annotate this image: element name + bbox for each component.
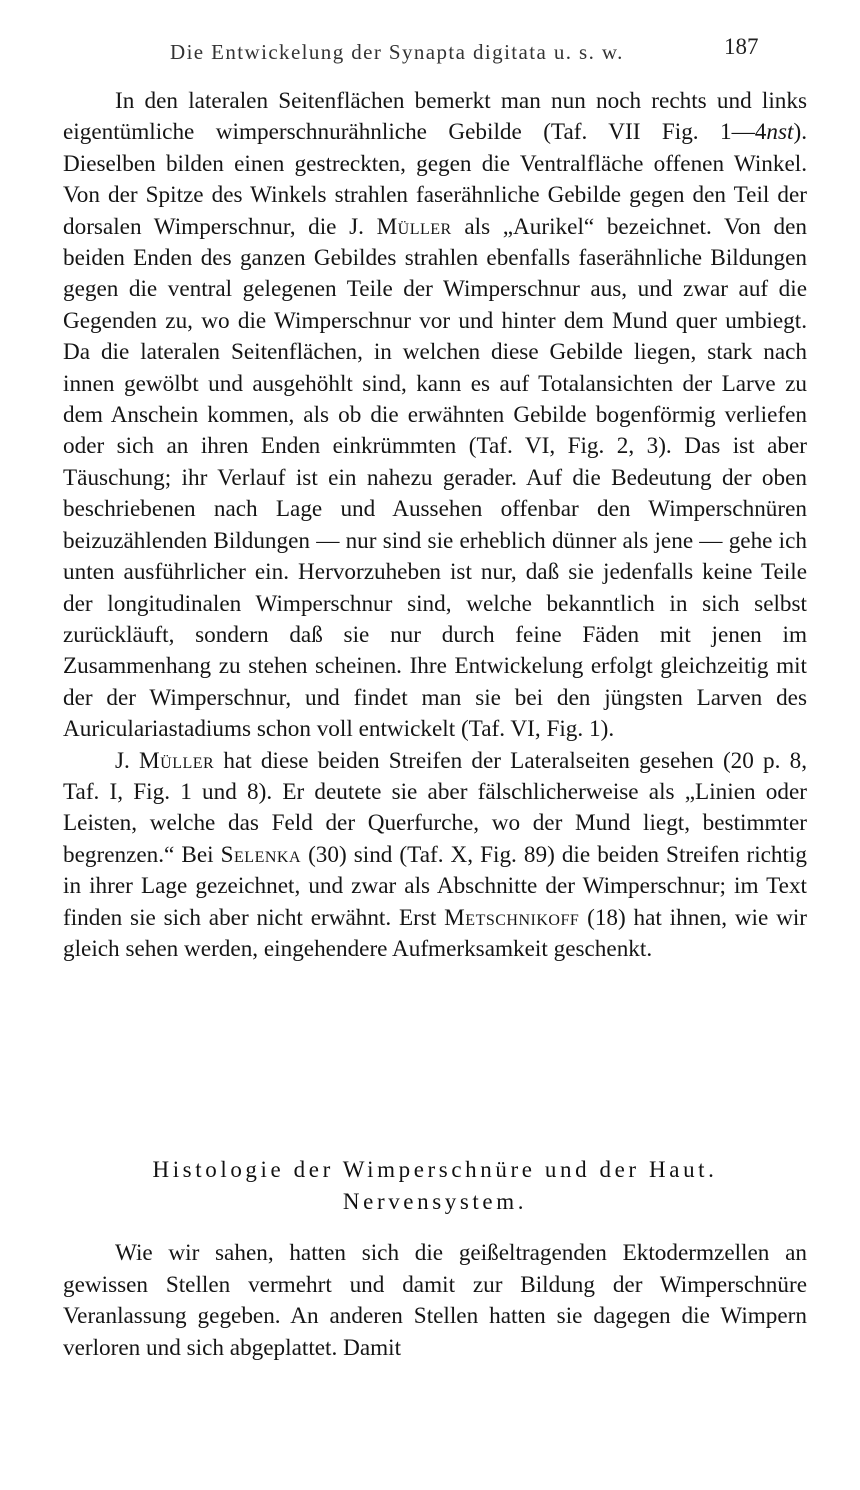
paragraph-1 <box>63 86 807 746</box>
figure-label-nst: nst <box>766 119 794 146</box>
paragraph-2-text-b: (30) sind (Taf. X, Fig. 89) die beiden Streifen richtig in ihrer Lage gezeichnet, und zwar als Abschnitte der Wimperschnur; im Text finden sie sich aber nicht erwähnt. Erst <box>63 841 808 931</box>
page-number: 187 <box>724 34 759 59</box>
running-title: Die Entwickelung der Synapta digitata u. s. w. <box>170 40 624 64</box>
section-text <box>63 1238 807 1364</box>
main-text <box>63 86 807 965</box>
paragraph-2-text-c: (18) hat ihnen, wie wir gleich sehen werden, eingehendere Aufmerksamkeit geschenkt. <box>63 904 808 962</box>
author-name-muller: Müller <box>376 213 452 240</box>
author-name-muller-2: Müller <box>139 747 215 774</box>
section-heading-line-1: Histologie der Wimperschnüre und der Haut. <box>152 1157 718 1182</box>
paragraph-1-text-c: als „Aurikel“ bezeichnet. Von den beiden Enden des ganzen Gebildes strahlen ebenfalls faserähnliche Bildungen gegen die ventral gelegenen Teile der Wimperschnur aus, und zwar auf die Gegenden zu, wo die Wimperschnur vor und hinter dem Mund quer umbiegt. Da die lateralen Seitenflächen, in welchen diese Gebilde liegen, stark nach innen gewölbt und ausgehöhlt sind, kann es auf Totalansichten der Larve zu dem Anschein kommen, als ob die erwähnten Gebilde bogenförmig verliefen oder sich an ihren Enden einkrümmten (Taf. VI, Fig. 2, 3). Das ist aber Täuschung; ihr Verlauf ist ein nahezu gerader. Auf die Bedeutung der oben beschriebenen nach Lage und Aussehen offenbar den Wimperschnüren beizuzählenden Bildungen — nur sind sie erheblich dünner als jene — gehe ich unten ausführlicher ein. Hervorzuheben ist nur, daß sie jedenfalls keine Teile der longitudinalen Wimperschnur sind, welche bekanntlich in sich selbst zurückläuft, sondern daß sie nur durch feine Fäden mit jenen im Zusammenhang zu stehen scheinen. Ihre Entwickelung erfolgt gleichzeitig mit der der Wimperschnur, und findet man sie bei den jüngsten Larven des Auriculariastadiums schon voll entwickelt (Taf. VI, Fig. 1). <box>63 213 808 743</box>
paragraph-1-text-b: ). Dieselben bilden einen gestreckten, gegen die Ventralfläche offenen Winkel. Von der Spitze des Winkels strahlen faserähnliche Gebilde gegen den Teil der dorsalen Wimperschnur, die J. <box>63 119 807 240</box>
running-header <box>0 34 860 74</box>
paragraph-2-text-initial: J. <box>115 747 130 774</box>
section-heading <box>63 1154 807 1218</box>
section-heading-line-2: Nervensystem. <box>342 1189 528 1214</box>
author-name-metschnikoff: Metschnikoff <box>444 904 580 931</box>
author-name-selenka: Selenka <box>220 841 302 868</box>
paragraph-2-text-a: hat diese beiden Streifen der Lateralseiten gesehen (20 p. 8, Taf. I, Fig. 1 und 8). Er deutete sie aber fälschlicherweise als „Linien oder Leisten, welche das Feld der Querfurche, wo der Mund liegt, bestimmter begrenzen.“ Bei <box>63 747 808 868</box>
paragraph-3: Wie wir sahen, hatten sich die geißeltragenden Ektodermzellen an gewissen Stellen vermehrt und damit zur Bildung der Wimperschnüre Veranlassung gegeben. An anderen Stellen hatten sie dagegen die Wimpern verloren und sich abgeplattet. Damit <box>63 1240 807 1361</box>
paragraph-1-text-a: In den lateralen Seitenflächen bemerkt man nun noch rechts und links eigentümliche wimperschnurähnliche Gebilde (Taf. VII Fig. 1—4 <box>63 88 807 146</box>
paragraph-2 <box>63 746 807 966</box>
